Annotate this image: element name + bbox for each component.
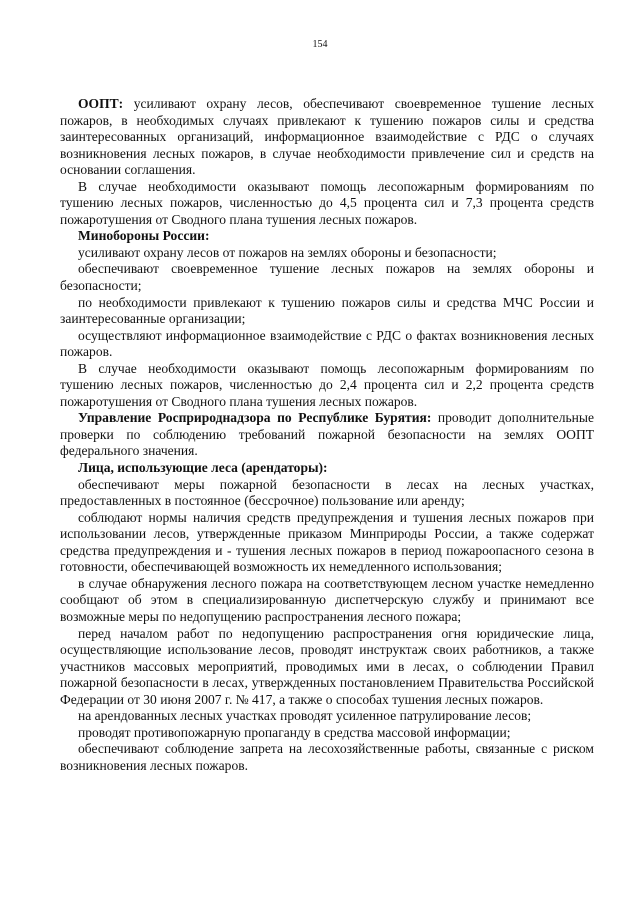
paragraph	[60, 261, 594, 294]
paragraph	[60, 626, 594, 709]
paragraph-text: проводят противопожарную пропаганду в средства массовой информации;	[78, 724, 511, 740]
paragraph	[60, 179, 594, 229]
paragraph-heading: Лица, использующие леса (арендаторы):	[78, 460, 328, 476]
paragraph	[60, 708, 594, 725]
paragraph	[60, 725, 594, 742]
paragraph-text: в случае обнаружения лесного пожара на соответствующем лесном участке немедленно сообщают об этом в специализированную диспетчерскую службу и принимают все возможные меры по недопущению распространения лесного пожара;	[60, 575, 594, 624]
paragraph-text: обеспечивают меры пожарной безопасности в лесах на лесных участках, предоставленных в постоянное (бессрочное) пользование или аренду;	[60, 476, 594, 509]
paragraph	[60, 741, 594, 774]
paragraph-text: проводит дополнительные проверки по соблюдению требований пожарной безопасности на землях ООПТ федерального значения.	[60, 410, 594, 459]
section-heading-arendatory	[60, 460, 594, 477]
paragraph-text: В случае необходимости оказывают помощь лесопожарным формированиям по тушению лесных пожаров, численностью до 2,4 процента сил и 2,2 процента средств пожаротушения от Сводного плана тушения лесных пожаров.	[60, 360, 594, 409]
paragraph-text: В случае необходимости оказывают помощь лесопожарным формированиям по тушению лесных пожаров, численностью до 4,5 процента сил и 7,3 процента средств пожаротушения от Сводного плана тушения лесных пожаров.	[60, 178, 594, 227]
paragraph	[60, 477, 594, 510]
paragraph	[60, 245, 594, 262]
paragraph	[60, 576, 594, 626]
paragraph	[60, 361, 594, 411]
paragraph-text: перед началом работ по недопущению распространения огня юридические лица, осуществляющие использование лесов, проводят инструктаж своих работников, а также участников массовых мероприятий, проводимых ими в лесах, о соблюдении Правил пожарной безопасности в лесах, утвержденных постановлением Правительства Российской Федерации от 30 июня 2007 г. № 417, а также о способах тушения лесных пожаров.	[60, 625, 594, 707]
paragraph-rosprirodnadzor	[60, 410, 594, 460]
document-body	[60, 96, 594, 774]
paragraph-text: осуществляют информационное взаимодействие с РДС о фактах возникновения лесных пожаров.	[60, 327, 594, 360]
paragraph-heading: ООПТ:	[78, 96, 124, 111]
section-heading-minoborony	[60, 228, 594, 245]
paragraph-heading: Управление Росприроднадзора по Республике Бурятия:	[78, 410, 432, 426]
paragraph-text: усиливают охрану лесов, обеспечивают своевременное тушение лесных пожаров, в необходимых случаях привлекают к тушению пожаров силы и средства заинтересованных организаций, информационное взаимодействие с РДС о случаях возникновения лесных пожаров, в случае необходимости привлечение сил и средств на основании соглашения.	[60, 96, 594, 178]
paragraph-text: на арендованных лесных участках проводят усиленное патрулирование лесов;	[78, 708, 532, 724]
paragraph	[60, 295, 594, 328]
page-number: 154	[312, 39, 328, 50]
paragraph-heading: Минобороны России:	[78, 228, 210, 244]
paragraph-text: по необходимости привлекают к тушению пожаров силы и средства МЧС России и заинтересованные организации;	[60, 294, 594, 327]
paragraph	[60, 328, 594, 361]
paragraph-text: обеспечивают своевременное тушение лесных пожаров на землях обороны и безопасности;	[60, 261, 594, 294]
paragraph-text: усиливают охрану лесов от пожаров на землях обороны и безопасности;	[78, 244, 497, 260]
paragraph-oopt	[60, 96, 594, 179]
paragraph-text: обеспечивают соблюдение запрета на лесохозяйственные работы, связанные с риском возникновения лесных пожаров.	[60, 741, 594, 773]
paragraph-text: соблюдают нормы наличия средств предупреждения и тушения лесных пожаров при использовании лесов, утвержденные приказом Минприроды России, а также содержат средства предупреждения и - тушения лесных пожаров в период пожароопасного сезона в готовности, обеспечивающей возможность их немедленного использования;	[60, 509, 594, 575]
paragraph	[60, 510, 594, 576]
